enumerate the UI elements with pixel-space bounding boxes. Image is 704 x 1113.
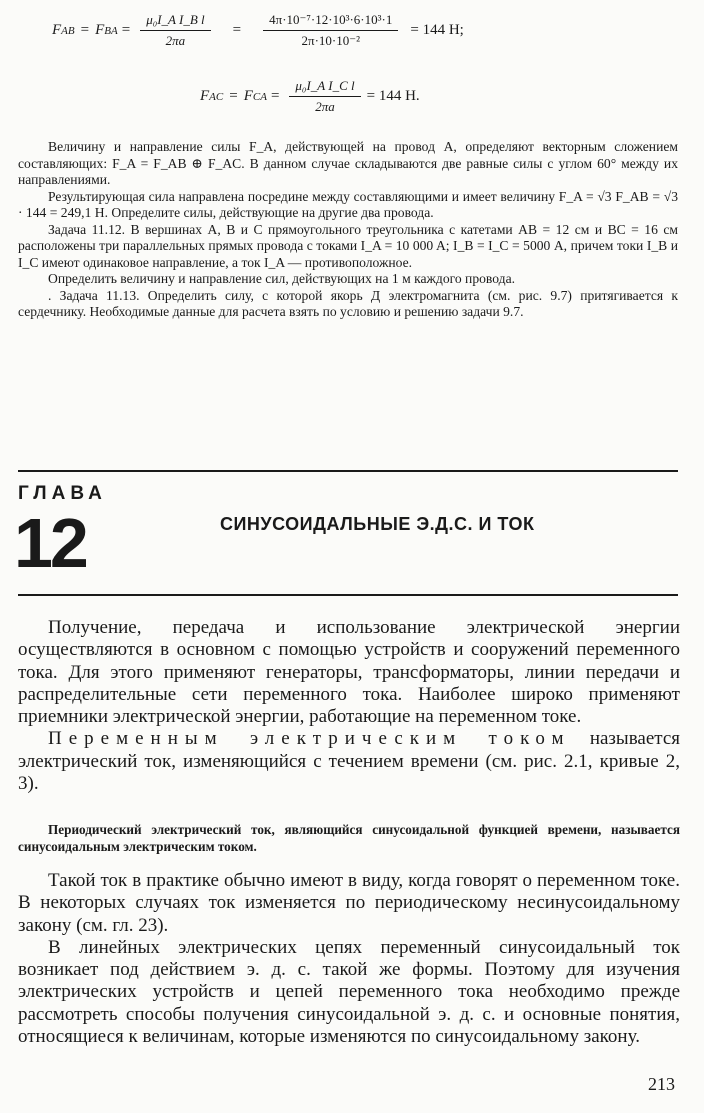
fab-rhs: F (95, 22, 105, 38)
fab-denominator-numeric: 2π·10·10⁻² (301, 33, 360, 48)
paragraph-problem-11-13: . Задача 11.13. Определить силу, с которой якорь Д электромагнита (см. рис. 9.7) притягивается к сердечнику. Необходимые данные для расчета взять по условию и решению задачи 9.7. (18, 287, 678, 319)
chapter-title: СИНУСОИДАЛЬНЫЕ Э.Д.С. И ТОК (220, 514, 535, 534)
chapter-label: ГЛАВА (18, 483, 107, 504)
fac-sub1: AC (209, 90, 224, 103)
chapter-number: 12 (14, 504, 86, 582)
paragraph-practice: Такой ток в практике обычно имеют в виду, когда говорят о переменном токе. В некоторых случаях ток изменяется по периодическому несинусоидальному закону (см. гл. 23). (18, 870, 680, 936)
fac-eq1: = (229, 88, 238, 104)
fab-fraction-numeric (263, 12, 398, 49)
fab-fraction (140, 12, 210, 49)
problem-text-block (18, 139, 678, 321)
fac-sub2: CA (252, 90, 267, 103)
fab-numerator: μ₀I_A I_B l (140, 12, 210, 31)
fab-denominator: 2πa (165, 33, 186, 48)
paragraph-alternating-current-rest: называется электрический ток, изменяющийся с течением времени (см. рис. 2.1, кривые 2, 3). (18, 728, 680, 795)
fab-numerator-numeric: 4π·10⁻⁷·12·10³·6·10³·1 (263, 12, 398, 31)
definition-sinusoidal-current: Периодический электрический ток, являющийся синусоидальной функцией времени, называется синусоидальным электрическим током. (18, 822, 680, 854)
fac-denominator: 2πa (315, 99, 335, 114)
formula-fac: F AC = F CA = $\frac{\text{μ₀I\_A I\_C l}}{2\pi a}$ = 144 Н. (200, 78, 420, 114)
chapter-rule-top (18, 470, 678, 472)
paragraph-alternating-current (18, 728, 680, 795)
paragraph-force-direction: Величину и направление силы F_A, действующей на провод A, определяют векторным сложением составляющих: F_A = F_AB ⊕ F_AC. В данном случае складываются две равные силы с углом 60° между их направлениями. (18, 139, 678, 187)
fac-rhs: F (243, 88, 253, 104)
fac-lhs: F (200, 88, 210, 104)
term-alternating-current: Переменным электрическим током (48, 728, 571, 750)
paragraph-problem-11-12: Задача 11.12. В вершинах A, B и C прямоугольного треугольника с катетами AB = 12 см и BC = 16 см расположены три параллельных прямых провода с токами I_A = 10 000 A; I_B = I_C = 5000 А, причем токи I_B и I_C имеют одинаковое направление, а ток I_A — противоположное. (18, 221, 678, 270)
fab-eq2: = (232, 22, 242, 38)
fab-sub2: BA (104, 24, 118, 37)
paragraph-linear-circuits: В линейных электрических цепях переменный синусоидальный ток возникает под действием э. д. с. такой же формы. Поэтому для изучения электрических устройств и цепей переменного тока необходимо прежде рассмотреть способы получения синусоидальной э. д. с. и основные понятия, относящиеся к величинам, которые изменяются по синусоидальному закону. (18, 936, 680, 1048)
fab-sub1: AB (61, 24, 75, 37)
paragraph-resultant-force: Результирующая сила направлена посредине между составляющими и имеет величину F_A = √3 F_AB = √3 · 144 = 249,1 Н. Определите силы, действующие на другие два провода. (18, 188, 678, 220)
formula-fab: F AB = F BA = $\frac{\text{μ₀I\_A I\_B l}}{2\pi a}$ = $\frac{\text{4π·10⁻⁷·12·10³·6·10³·1}}{\text{2π·10·10⁻²}}$ = 144 Н; (52, 12, 464, 48)
chapter-body-continued (18, 870, 680, 1048)
fab-eq1: = (80, 22, 90, 38)
fac-numerator: μ₀I_A I_C l (289, 78, 360, 97)
fac-fraction (289, 78, 360, 115)
definition-block (18, 821, 680, 855)
chapter-intro (18, 617, 680, 795)
paragraph-problem-11-12-task: Определить величину и направление сил, действующих на 1 м каждого провода. (48, 271, 515, 286)
page-number: 213 (648, 1074, 675, 1094)
fac-result: = 144 Н. (366, 88, 420, 104)
fab-result: = 144 Н; (410, 22, 464, 38)
paragraph-intro: Получение, передача и использование электрической энергии осуществляются в основном с помощью устройств и сооружений переменного тока. Для этого применяют генераторы, трансформаторы, линии передачи и распределительные сети переменного тока. Наиболее широко применяют приемники электрической энергии, работающие на переменном токе. (18, 617, 680, 728)
fab-lhs: F (52, 22, 62, 38)
chapter-rule-bottom (18, 594, 678, 596)
